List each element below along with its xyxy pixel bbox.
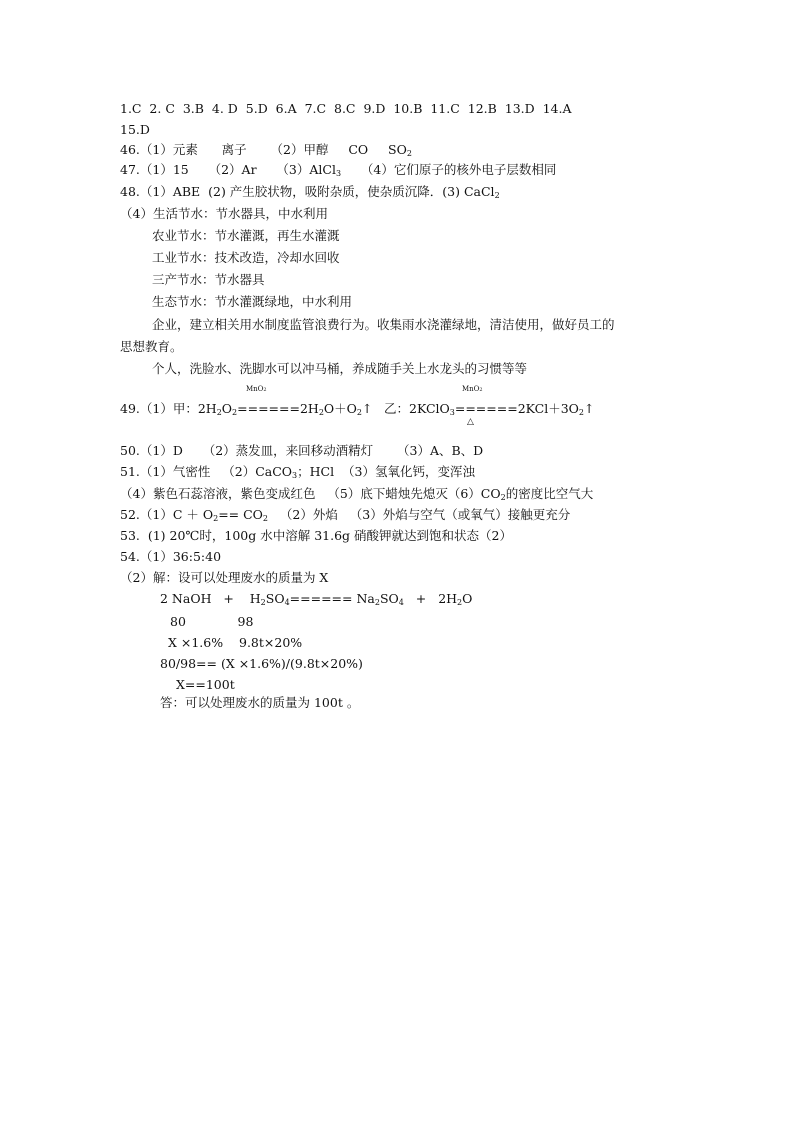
answer-50: 50.（1）D （2）蒸发皿，来回移动酒精灯 （3）A、B、D: [120, 443, 484, 458]
answer-54: 54.（1）36:5:40: [120, 549, 222, 564]
answer-53: 53. (1) 20℃时，100g 水中溶解 31.6g 硝酸钾就达到饱和状态（2）: [120, 528, 512, 543]
answer-51: 51.（1）气密性 （2）CaCO$_3$；HCl （3）氢氧化钙，变浑浊: [120, 464, 476, 480]
heat-symbol: △: [467, 417, 474, 427]
proportion: 80/98== (X ×1.6%)/(9.8t×20%): [160, 656, 363, 671]
answer-48-industry: 工业节水：技术改造，冷却水回收: [152, 250, 340, 265]
answer-48-agriculture: 农业节水：节水灌溉，再生水灌溉: [152, 228, 340, 243]
answer-48-enterprise: 企业，建立相关用水制度监管浪费行为。收集雨水浇灌绿地，清洁使用，做好员工的: [152, 317, 615, 332]
final-answer: 答：可以处理废水的质量为 100t 。: [160, 695, 360, 710]
answer-48: 48.（1）ABE (2) 产生胶状物，吸附杂质，使杂质沉降．(3) CaCl$_2$: [120, 184, 500, 200]
catalyst-label-b: MnO2: [462, 385, 483, 393]
answer-47: 47.（1）15 （2）Ar （3）AlCl$_3$ （4）它们原子的核外电子层数相同: [120, 162, 557, 178]
answer-15: 15.D: [120, 122, 150, 137]
catalyst-label-a: MnO2: [246, 385, 267, 393]
answer-48-part4: （4）生活节水：节水器具，中水利用: [120, 206, 328, 221]
answer-51-cont: （4）紫色石蕊溶液，紫色变成红色 （5）底下蜡烛先熄灭$(6)CO_2$的密度比空气大: [120, 486, 594, 502]
answers-1-14: 1.C 2. C 3.B 4. D 5.D 6.A 7.C 8.C 9.D 10.B 11.C 12.B 13.D 14.A: [120, 101, 572, 116]
result-x: X==100t: [176, 677, 235, 692]
answer-49: 49.（1）甲：$2H_2O_2======2H_2O+O_2↑$: [120, 401, 373, 417]
answer-48-enterprise-cont: 思想教育。: [120, 339, 183, 354]
answer-54-solution: （2）解：设可以处理废水的质量为 X: [120, 570, 329, 585]
molar-masses: 80 98: [170, 614, 254, 629]
given-quantities: X ×1.6% 9.8t×20%: [168, 635, 303, 650]
answer-48-ecology: 生态节水：节水灌溉绿地，中水利用: [152, 294, 353, 309]
reaction-equation: 2 NaOH + $H_2SO_4====== Na_2SO_4 + 2H_2O$: [160, 591, 473, 607]
answer-46: 46.（1）元素 离子 （2）甲醇 CO $SO_2$: [120, 142, 412, 158]
answer-52: $52.(1)C + O_2== CO_2$ （2）外焰 （3）外焰与空气（或氧气）接触更充分: [120, 507, 571, 523]
answer-48-personal: 个人，洗脸水、洗脚水可以冲马桶，养成随手关上水龙头的习惯等等: [152, 361, 528, 376]
answer-49-b: 乙：$2KClO_3======2KCl+3O_2↑$: [384, 401, 595, 417]
answer-48-tertiary: 三产节水：节水器具: [152, 272, 265, 287]
